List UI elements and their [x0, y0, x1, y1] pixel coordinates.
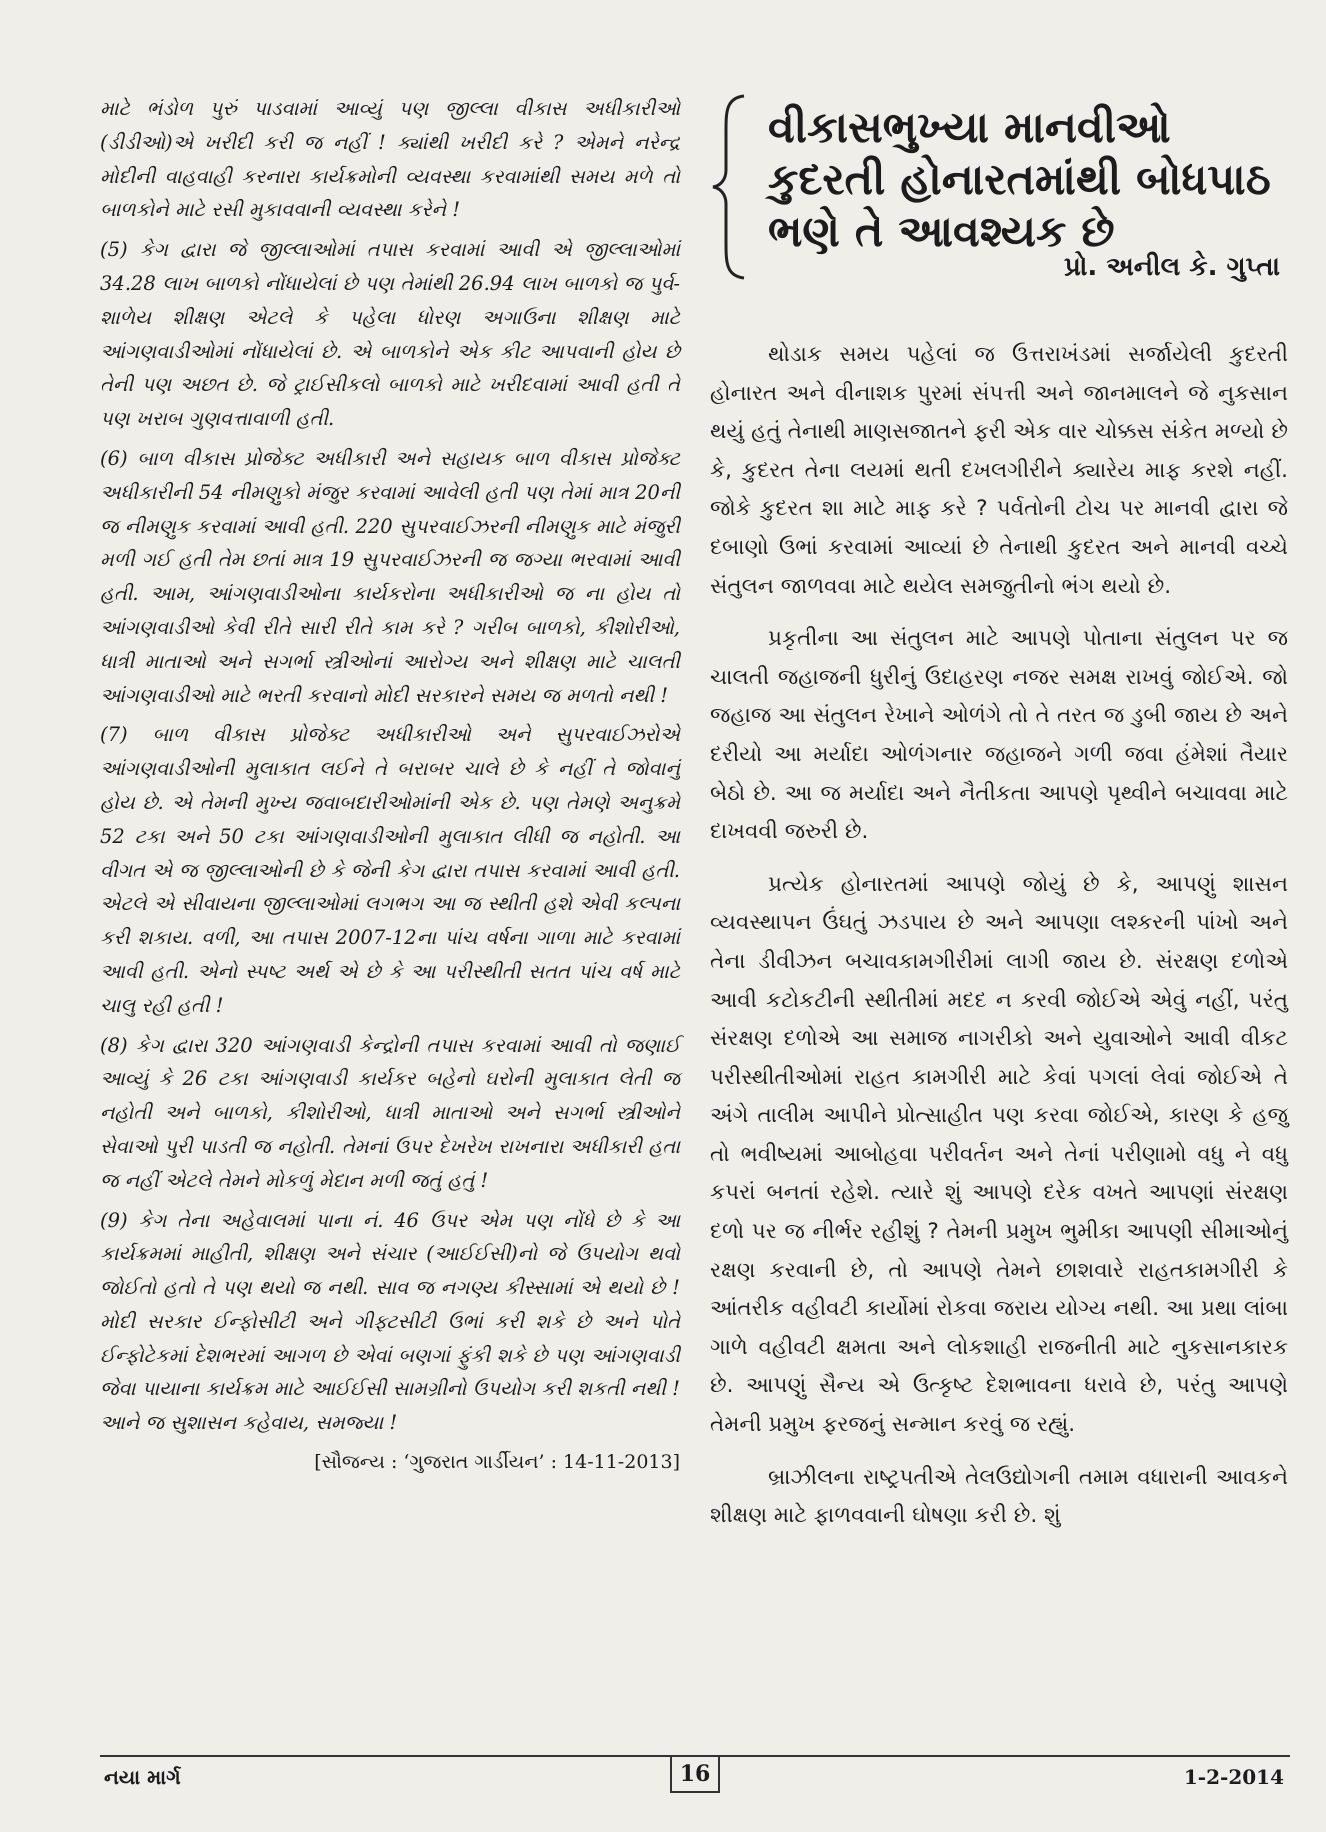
page-footer [100, 1755, 1290, 1797]
article-paragraph-2: પ્રકૃતીના આ સંતુલન માટે આપણે પોતાના સંતુલન પર જ ચાલતી જહાજની ધુરીનું ઉદાહરણ નજર સમક્ષ રાખવું જોઈએ. જો જહાજ આ સંતુલન રેખાને ઓળંગે તો તે તરત જ ડુબી જાય છે અને દરીયો આ મર્યાદા ઓળંગનાર જહાજને ગળી જવા હંમેશાં તૈયાર બેઠો છે. આ જ મર્યાદા અને નૈતીકતા આપણે પૃથ્વીને બચાવવા માટે દાખવવી જરુરી છે. [710, 626, 1288, 845]
article-paragraph-4: બ્રાઝીલના રાષ્ટ્રપતીએ તેલઉદ્યોગની તમામ વધારાની આવકને શીક્ષણ માટે ફાળવવાની ઘોષણા કરી છે. શું [710, 1464, 1288, 1529]
left-paragraph-2: (5) કેગ દ્વારા જે જીલ્લાઓમાં તપાસ કરવામાં આવી એ જીલ્લાઓમાં 34.28 લાખ બાળકો નોંધાયેલાં છે પણ તેમાંથી 26.94 લાખ બાળકો જ પુર્વ-શાળેય શીક્ષણ એટલે કે પહેલા ધોરણ અગાઉના શીક્ષણ માટે આંગણવાડીઓમાં નોંધાયેલાં છે. એ બાળકોને એક કીટ આપવાની હોય છે તેની પણ અછત છે. જે ટ્રાઈસીકલો બાળકો માટે ખરીદવામાં આવી હતી તે પણ ખરાબ ગુણવત્તાવાળી હતી. [100, 238, 680, 431]
article-headline: વીકાસભુખ્યા માનવીઓ કુદરતી હોનારતમાંથી બોધપાઠ ભણે તે આવશ્યક છે [768, 103, 1271, 257]
article-column [710, 92, 1288, 1550]
article-header [710, 92, 1288, 292]
left-paragraph-4: (7) બાળ વીકાસ પ્રોજેક્ટ અધીકારીઓ અને સુપરવાઈઝરોએ આંગણવાડીઓની મુલાકાત લઈને તે બરાબર ચાલે છે કે નહીં તે જોવાનું હોય છે. એ તેમની મુખ્ય જવાબદારીઓમાંની એક છે. પણ તેમણે અનુક્રમે 52 ટકા અને 50 ટકા આંગણવાડીઓની મુલાકાત લીધી જ નહોતી. આ વીગત એ જ જીલ્લાઓની છે કે જેની કેગ દ્વારા તપાસ કરવામાં આવી હતી. એટલે એ સીવાયના જીલ્લાઓમાં લગભગ આ જ સ્થીતી હશે એવી કલ્પના કરી શકાય. વળી, આ તપાસ 2007-12ના પાંચ વર્ષના ગાળા માટે કરવામાં આવી હતી. એનો સ્પષ્ટ અર્થ એ છે કે આ પરીસ્થીતી સતત પાંચ વર્ષ માટે ચાલુ રહી હતી ! [100, 723, 680, 1017]
left-paragraph-3: (6) બાળ વીકાસ પ્રોજેક્ટ અધીકારી અને સહાયક બાળ વીકાસ પ્રોજેક્ટ અધીકારીની 54 નીમણુકો મંજુર કરવામાં આવેલી હતી પણ તેમાં માત્ર 20ની જ નીમણુક કરવામાં આવી હતી. 220 સુપરવાઈઝરની નીમણુક માટે મંજુરી મળી ગઈ હતી તેમ છતાં માત્ર 19 સુપરવાઈઝરની જ જગ્યા ભરવામાં આવી હતી. આમ, આંગણવાડીઓના કાર્યકરોના અધીકારીઓ જ ના હોય તો આંગણવાડીઓ કેવી રીતે સારી રીતે કામ કરે ? ગરીબ બાળકો, કીશોરીઓ, ધાત્રી માતાઓ અને સગર્ભા સ્ત્રીઓનાં આરોગ્ય અને શીક્ષણ માટે ચાલતી આંગણવાડીઓ માટે ભરતી કરવાનો મોદી સરકારને સમય જ મળતો નથી ! [100, 446, 680, 707]
page-number: 16 [670, 1755, 720, 1793]
magazine-name: નયા માર્ગ [104, 1765, 181, 1789]
left-paragraph-1: માટે ભંડોળ પુરું પાડવામાં આવ્યું પણ જીલ્લા વીકાસ અધીકારીઓ (ડીડીઓ)એ ખરીદી કરી જ નહીં ! ક્યાંથી ખરીદી કરે ? એમને નરેન્દ્ર મોદીની વાહવાહી કરનારા કાર્યક્રમોની વ્યવસ્થા કરવામાંથી સમય મળે તો બાળકોને માટે રસી મુકાવવાની વ્યવસ્થા કરેને ! [100, 97, 680, 222]
source-credit: [સૌજન્ય : ‘ગુજરાત ગાર્ડીયન’ : 14-11-2013] [314, 1451, 680, 1474]
article-author: પ્રો. અનીલ કે. ગુપ્તા [1064, 252, 1280, 282]
curly-brace-icon [710, 92, 750, 282]
article-paragraph-3: પ્રત્યેક હોનારતમાં આપણે જોયું છે કે, આપણું શાસન વ્યવસ્થાપન ઉંઘતું ઝડપાય છે અને આપણા લશ્કરની પાંખો અને તેના ડીવીઝન બચાવકામગીરીમાં લાગી જાય છે. સંરક્ષણ દળોએ આવી કટોકટીની સ્થીતીમાં મદદ ન કરવી જોઈએ એવું નહીં, પરંતુ સંરક્ષણ દળોએ આ સમાજ નાગરીકો અને યુવાઓને આવી વીકટ પરીસ્થીતીઓમાં રાહત કામગીરી માટે કેવાં પગલાં લેવાં જોઈએ તે અંગે તાલીમ આપીને પ્રોત્સાહીત પણ કરવા જોઈએ, કારણ કે હજુ તો ભવીષ્યમાં આબોહવા પરીવર્તન અને તેનાં પરીણામો વધુ ને વધુ કપરાં બનતાં રહેશે. ત્યારે શું આપણે દરેક વખતે આપણાં સંરક્ષણ દળો પર જ નીર્ભર રહીશું ? તેમની પ્રમુખ ભુમીકા આપણી સીમાઓનું રક્ષણ કરવાની છે, તો આપણે તેમને છાશવારે રાહતકામગીરી કે આંતરીક વહીવટી કાર્યોમાં રોકવા જરાય યોગ્ય નથી. આ પ્રથા લાંબા ગાળે વહીવટી ક્ષમતા અને લોકશાહી રાજનીતી માટે નુકસાનકારક છે. આપણું સૈન્ય એ ઉત્કૃષ્ટ દેશભાવના ધરાવે છે, પરંતુ આપણે તેમની પ્રમુખ ફરજનું સન્માન કરવું જ રહ્યું. [710, 871, 1288, 1438]
left-column [100, 92, 680, 1480]
article-paragraph-1: થોડાક સમય પહેલાં જ ઉત્તરાખંડમાં સર્જાયેલી કુદરતી હોનારત અને વીનાશક પુરમાં સંપત્તી અને જાનમાલને જે નુકસાન થયું હતું તેનાથી માણસજાતને ફરી એક વાર ચોક્કસ સંકેત મળ્યો છે કે, કુદરત તેના લયમાં થતી દખલગીરીને ક્યારેય માફ કરશે નહીં. જોકે કુદરત શા માટે માફ કરે ? પર્વતોની ટોચ પર માનવી દ્વારા જે દબાણો ઉભાં કરવામાં આવ્યાં છે તેનાથી કુદરત અને માનવી વચ્ચે સંતુલન જાળવવા માટે થયેલ સમજુતીનો ભંગ થયો છે. [710, 342, 1288, 599]
article-body [710, 336, 1288, 1536]
left-paragraph-5: (8) કેગ દ્વારા 320 આંગણવાડી કેન્દ્રોની તપાસ કરવામાં આવી તો જણાઈ આવ્યું કે 26 ટકા આંગણવાડી કાર્યકર બહેનો ઘરોની મુલાકાત લેતી જ નહોતી અને બાળકો, કીશોરીઓ, ધાત્રી માતાઓ અને સગર્ભા સ્ત્રીઓને સેવાઓ પુરી પાડતી જ નહોતી. તેમનાં ઉપર દેખરેખ રાખનારા અધીકારી હતા જ નહીં એટલે તેમને મોકળું મેદાન મળી જતું હતું ! [100, 1033, 680, 1192]
left-paragraph-6: (9) કેગ તેના અહેવાલમાં પાના નં. 46 ઉપર એમ પણ નોંધે છે કે આ કાર્યક્રમમાં માહીતી, શીક્ષણ અને સંચાર (આઈઈસી)નો જે ઉપયોગ થવો જોઈતો હતો તે પણ થયો જ નથી. સાવ જ નગણ્ય કીસ્સામાં એ થયો છે ! મોદી સરકાર ઈન્ફોસીટી અને ગીફ્ટસીટી ઉભાં કરી શકે છે અને પોતે ઈન્ફોટેકમાં દેશભરમાં આગળ છે એવાં બણગાં ફુંકી શકે છે પણ આંગણવાડી જેવા પાયાના કાર્યક્રમ માટે આઈઈસી સામગ્રીનો ઉપયોગ કરી શકતી નથી ! આને જ સુશાસન કહેવાય, સમજ્યા ! [100, 1208, 680, 1435]
issue-date: 1-2-2014 [1183, 1765, 1284, 1789]
